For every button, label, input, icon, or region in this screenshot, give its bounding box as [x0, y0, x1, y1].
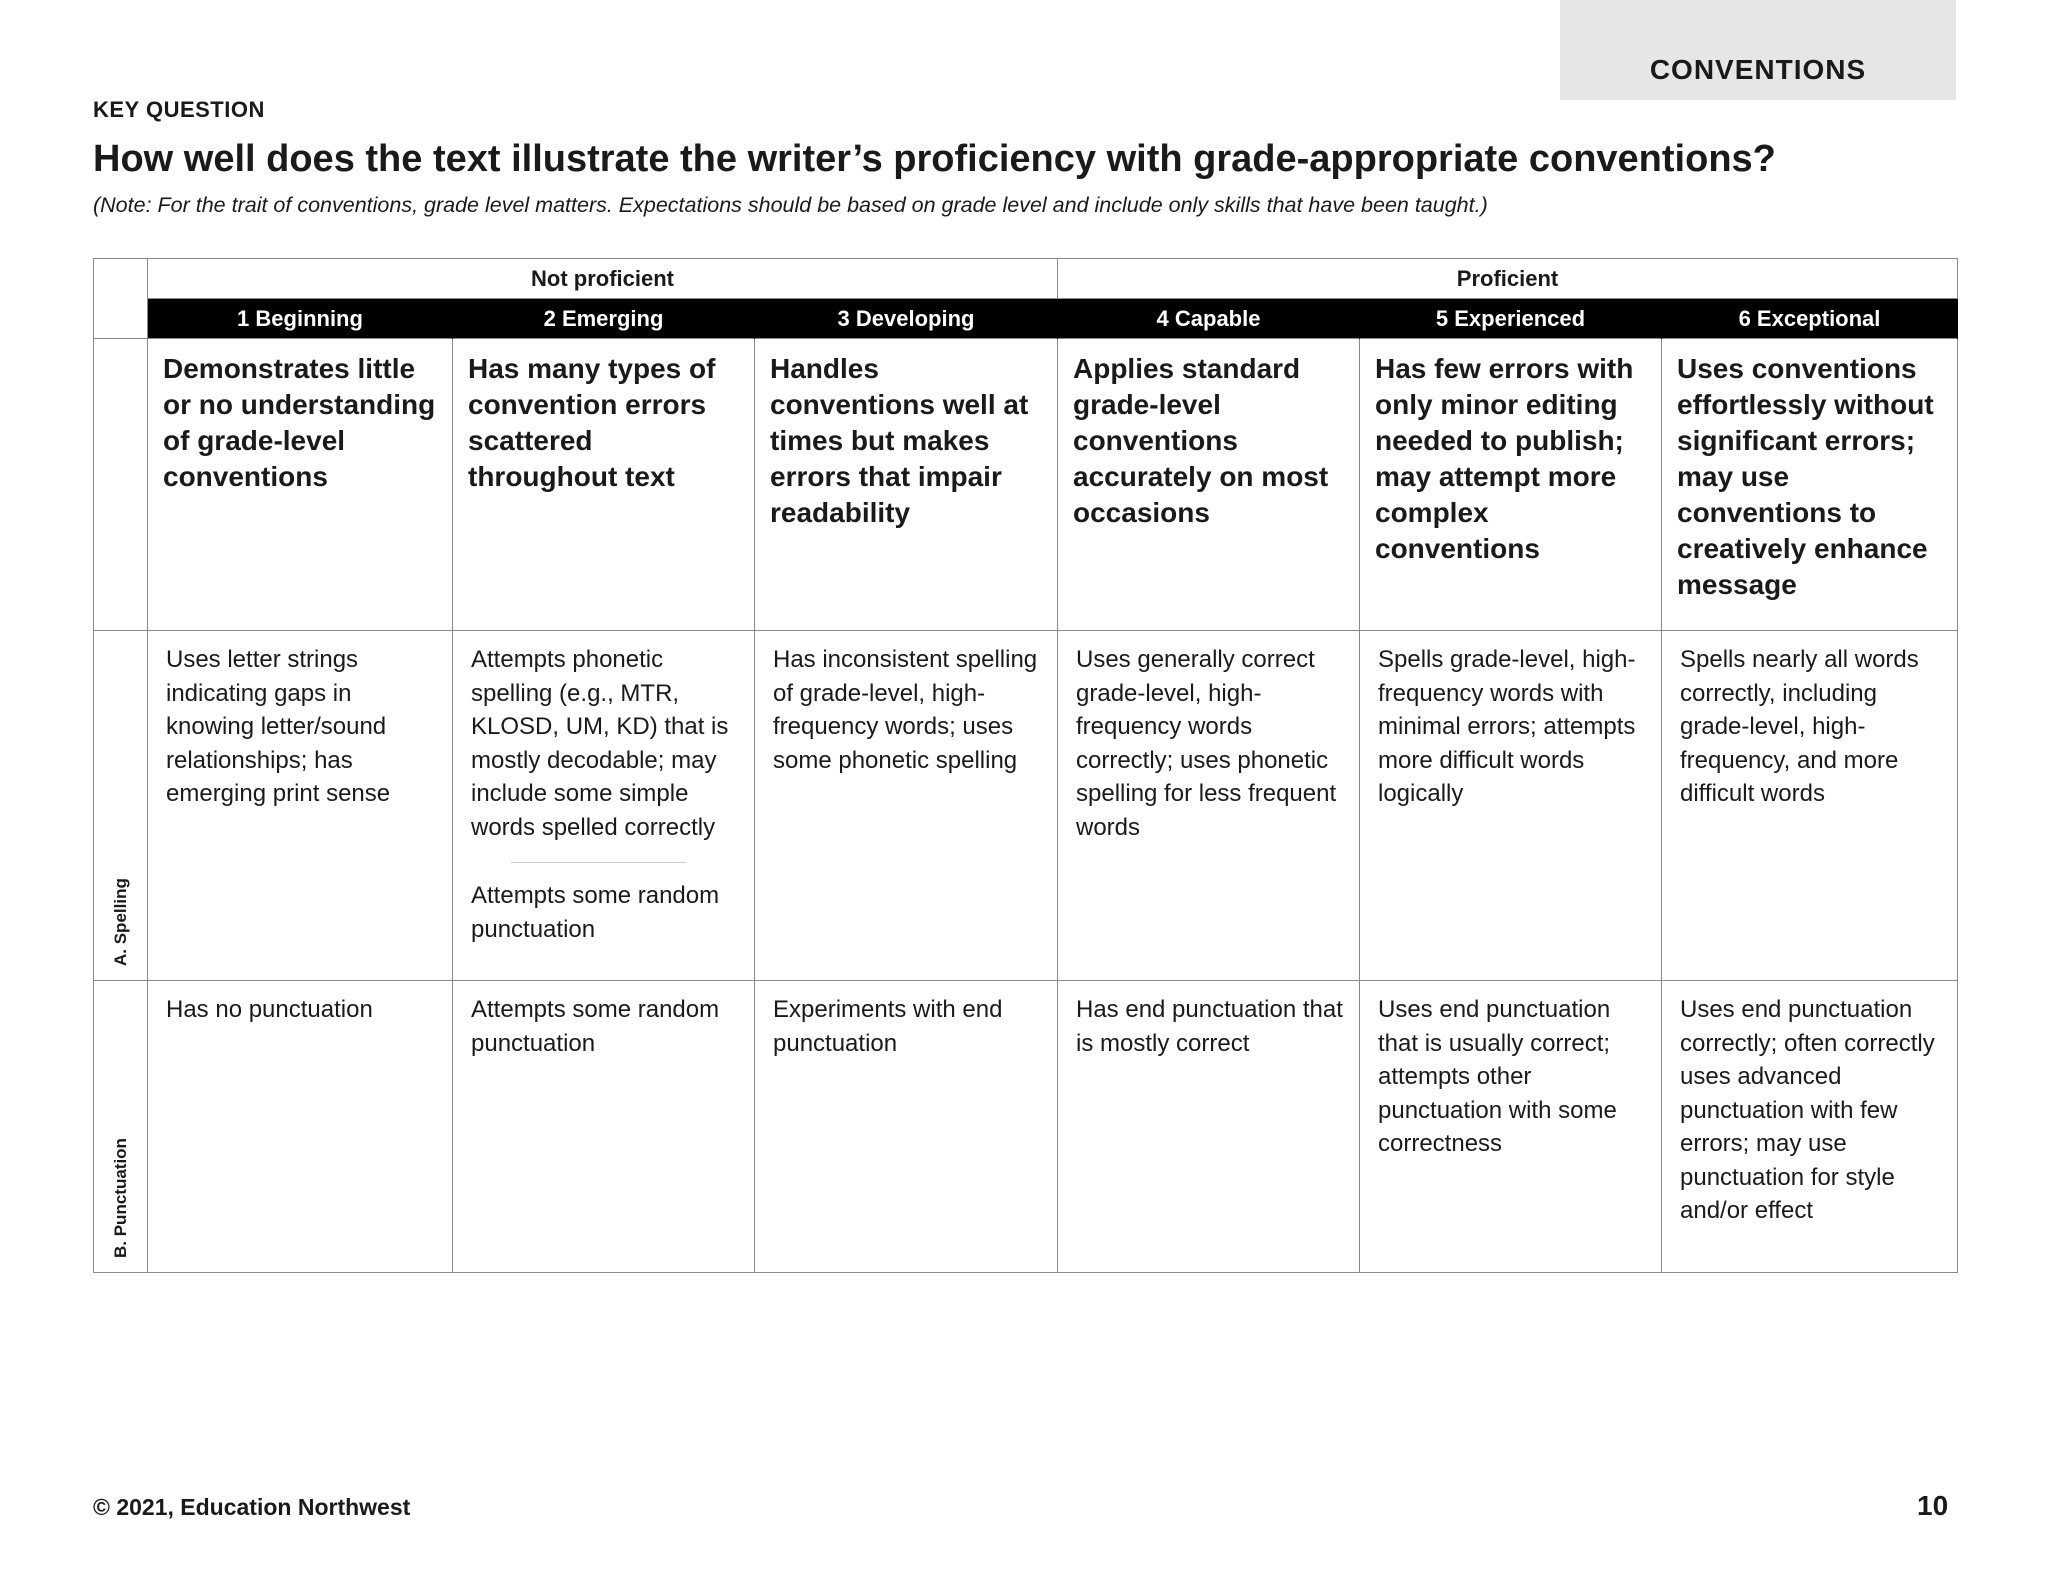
spelling-cell: Spells nearly all words correctly, including grade-level, high-frequency, and more difficult words	[1662, 631, 1958, 981]
level-descriptor: Has many types of convention errors scattered throughout text	[453, 339, 755, 631]
group-not-proficient: Not proficient	[148, 259, 1058, 299]
level-header: 3 Developing	[755, 299, 1058, 339]
punctuation-cell: Has no punctuation	[148, 981, 453, 1273]
spelling-cell: Uses generally correct grade-level, high-frequency words correctly; uses phonetic spelling for less frequent words	[1058, 631, 1360, 981]
note: (Note: For the trait of conventions, grade level matters. Expectations should be based on grade level and include only skills that have been taught.)	[93, 193, 1488, 217]
corner-cell	[94, 259, 148, 339]
level-header: 4 Capable	[1058, 299, 1360, 339]
level-header: 2 Emerging	[453, 299, 755, 339]
level-descriptor: Applies standard grade-level conventions accurately on most occasions	[1058, 339, 1360, 631]
punctuation-cell: Attempts some random punctuation	[453, 981, 755, 1273]
level-header: 5 Experienced	[1360, 299, 1662, 339]
level-descriptor: Uses conventions effortlessly without significant errors; may use conventions to creatively enhance message	[1662, 339, 1958, 631]
spelling-cell: Uses letter strings indicating gaps in knowing letter/sound relationships; has emerging print sense	[148, 631, 453, 981]
level-descriptor: Demonstrates little or no understanding of grade-level conventions	[148, 339, 453, 631]
spelling-cell	[453, 631, 755, 981]
divider	[511, 862, 686, 863]
punctuation-cell: Experiments with end punctuation	[755, 981, 1058, 1273]
level-header: 6 Exceptional	[1662, 299, 1958, 339]
punctuation-cell: Has end punctuation that is mostly correct	[1058, 981, 1360, 1273]
row-label-cell	[94, 631, 148, 981]
key-question-label: KEY QUESTION	[93, 97, 265, 122]
rubric-table	[93, 258, 1958, 1273]
descriptor-side-cell	[94, 339, 148, 631]
spelling-cell: Has inconsistent spelling of grade-level, high-frequency words; uses some phonetic spelling	[755, 631, 1058, 981]
group-proficient: Proficient	[1058, 259, 1958, 299]
row-label-cell	[94, 981, 148, 1273]
copyright: © 2021, Education Northwest	[93, 1494, 411, 1520]
spelling-cell: Spells grade-level, high-frequency words with minimal errors; attempts more difficult words logically	[1360, 631, 1662, 981]
spelling-cell-extra: Attempts some random punctuation	[471, 882, 720, 943]
row-label-spelling: A. Spelling	[110, 878, 130, 966]
spelling-cell-text: Attempts phonetic spelling (e.g., MTR, KLOSD, UM, KD) that is mostly decodable; may include some simple words spelled correctly	[471, 646, 729, 841]
level-header: 1 Beginning	[148, 299, 453, 339]
row-label-punctuation: B. Punctuation	[110, 1138, 130, 1258]
page-number: 10	[1917, 1490, 1949, 1521]
section-tab: CONVENTIONS	[1560, 0, 1956, 100]
punctuation-cell: Uses end punctuation correctly; often correctly uses advanced punctuation with few errors; may use punctuation for style and/or effect	[1662, 981, 1958, 1273]
level-descriptor: Handles conventions well at times but makes errors that impair readability	[755, 339, 1058, 631]
level-descriptor: Has few errors with only minor editing needed to publish; may attempt more complex conventions	[1360, 339, 1662, 631]
key-question: How well does the text illustrate the writer’s proficiency with grade-appropriate conventions?	[93, 138, 1776, 180]
punctuation-cell: Uses end punctuation that is usually correct; attempts other punctuation with some correctness	[1360, 981, 1662, 1273]
